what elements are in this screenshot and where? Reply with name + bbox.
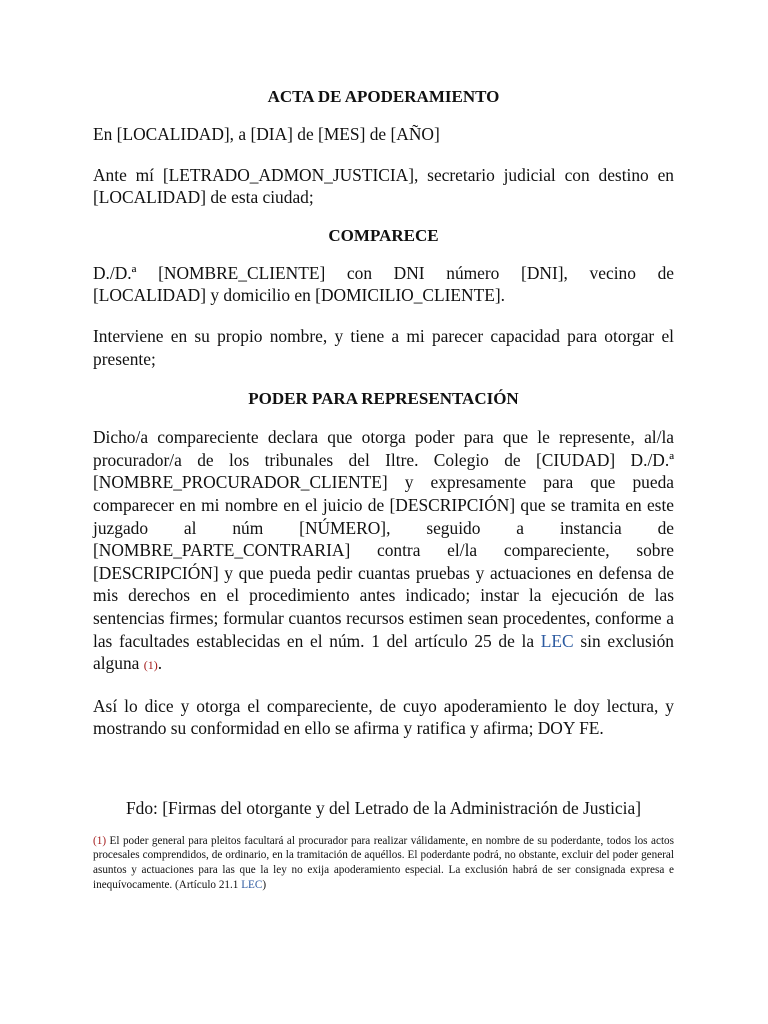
place-date: En [LOCALIDAD], a [DIA] de [MES] de [AÑO] xyxy=(93,124,440,144)
footnote-lec-link[interactable]: LEC xyxy=(241,878,263,891)
poder-end: . xyxy=(157,653,163,674)
closing-paragraph: Así lo dice y otorga el compareciente, de cuyo apoderamiento le doy lectura, y mostrando su conformidad en ello se afirma y ratifica y afirma; DOY FE. xyxy=(93,695,674,739)
poder-after-link: sin exclusión alguna xyxy=(93,630,674,674)
poder-text: Dicho/a compareciente declara que otorga poder para que le represente, al/la procurador/a de los tribunales del Iltre. Colegio de [CIUDAD] D./D.ª [NOMBRE_PROCURADOR_CLIENTE] y expresamente para que pueda comparecer en mi nombre en el juicio de [DESCRIPCIÓN] que se tramita en este juzgado al núm [NÚMERO], seguido a instancia de [NOMBRE_PARTE_CONTRARIA] contra el/la compareciente, sobre [DESCRIPCIÓN] y que pueda pedir cuantas pruebas y actuaciones en defensa de mis derechos en el procedimiento antes indicado; instar la ejecución de las sentencias firmes; formular cuantos recursos estimen sean procedentes, conforme a las facultades establecidas en el núm. 1 del artículo 25 de la xyxy=(93,427,674,651)
capacity-paragraph: Interviene en su propio nombre, y tiene a mi parecer capacidad para otorgar el presente; xyxy=(93,325,674,369)
document-title: ACTA DE APODERAMIENTO xyxy=(267,87,500,106)
footnote-text: El poder general para pleitos facultará al procurador para realizar válidamente, en nombre de su poderdante, todos los actos procesales comprendidos, de ordinario, en la tramitación de aquéllos. El poderdante podrá, no obstante, excluir del poder general asuntos y actuaciones para las que la ley no exija apoderamiento especial. La exclusión habrá de ser consignada expresa e inequívocamente. (Artículo 21.1 xyxy=(93,834,674,891)
document-page xyxy=(93,84,674,892)
lec-link[interactable]: LEC xyxy=(540,630,574,651)
poder-paragraph xyxy=(93,426,674,677)
signature-line: Fdo: [Firmas del otorgante y del Letrado de la Administración de Justicia] xyxy=(125,797,641,818)
client-paragraph xyxy=(93,262,674,307)
intro-paragraph: Ante mí [LETRADO_ADMON_JUSTICIA], secretario judicial con destino en [LOCALIDAD] de esta ciudad; xyxy=(93,164,674,208)
footnote-end: ) xyxy=(262,878,267,891)
heading-comparece: COMPARECE xyxy=(328,225,439,245)
client-line-2: [LOCALIDAD] y domicilio en [DOMICILIO_CLIENTE]. xyxy=(93,285,505,306)
heading-poder: PODER PARA REPRESENTACIÓN xyxy=(248,389,519,409)
footnote-number: (1) xyxy=(93,834,107,847)
footnote-reference[interactable]: (1) xyxy=(143,658,158,673)
footnote xyxy=(93,834,674,892)
client-line-1: D./D.ª [NOMBRE_CLIENTE] con DNI número [DNI], vecino de xyxy=(93,262,674,283)
